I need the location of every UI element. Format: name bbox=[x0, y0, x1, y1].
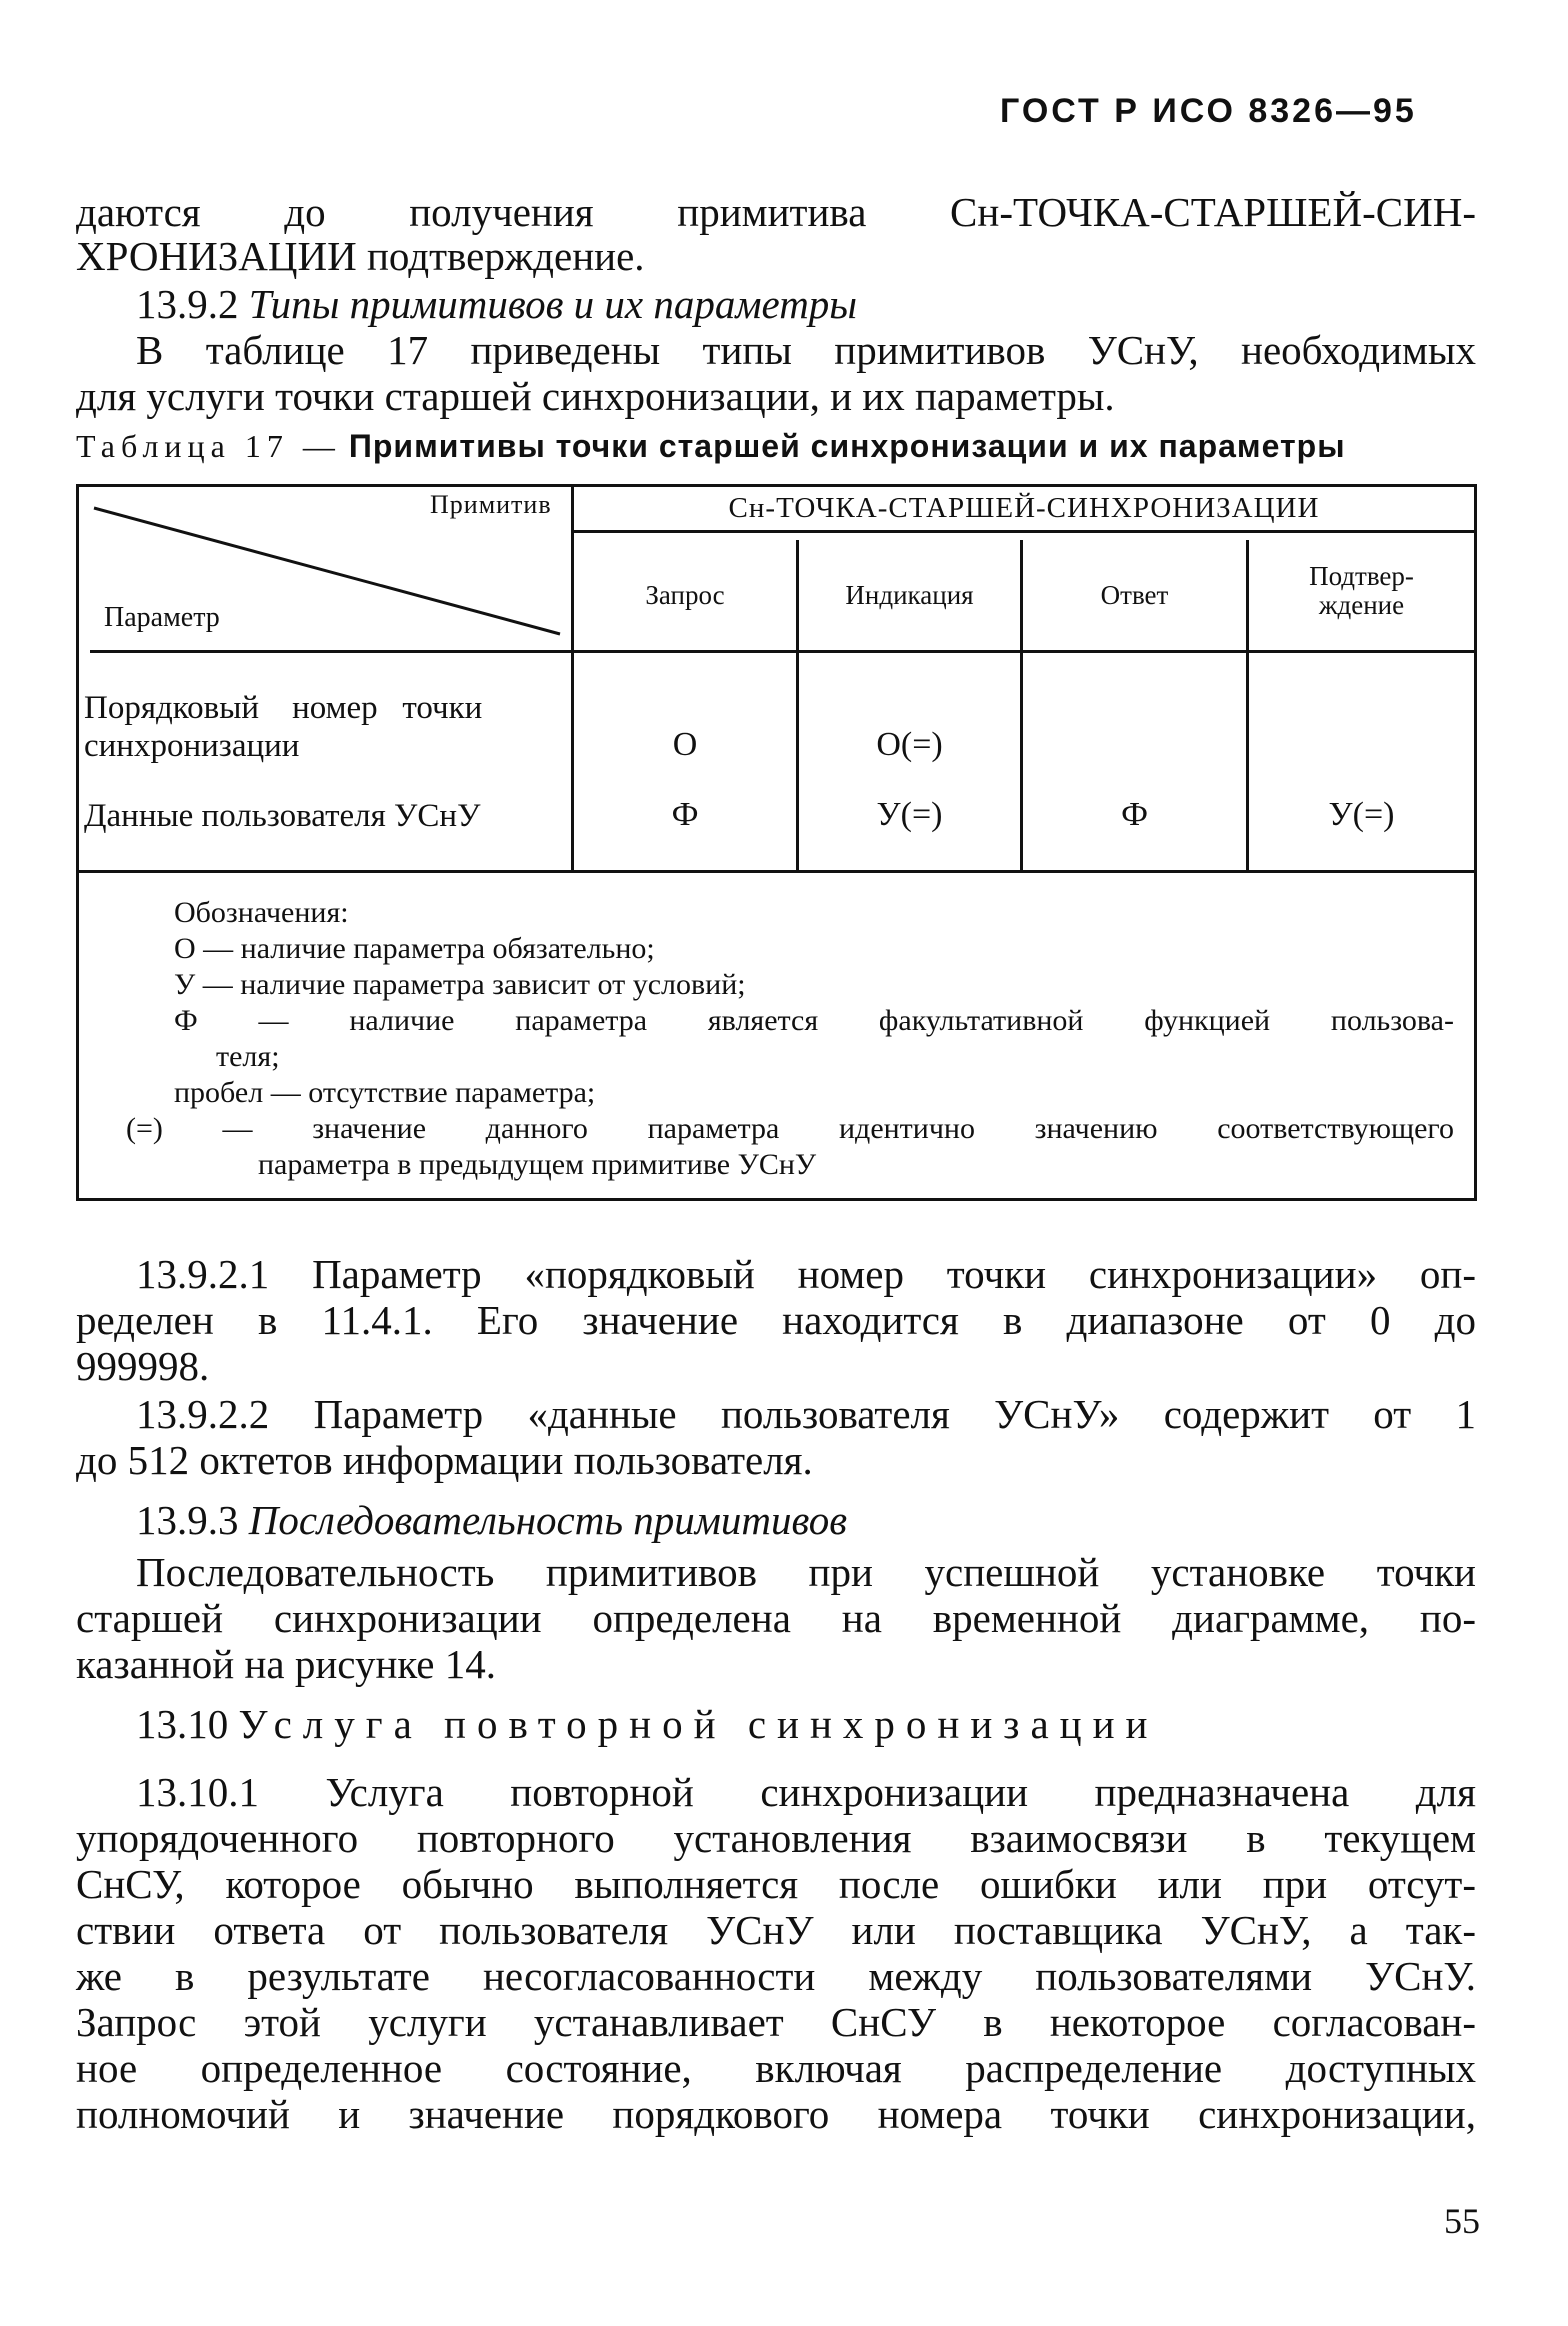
table-bottom-border bbox=[78, 1198, 1476, 1201]
body-bottom-rule bbox=[78, 870, 1476, 873]
legend-line-u: У — наличие параметра зависит от условий; bbox=[174, 968, 746, 1001]
table-caption-title: Примитивы точки старшей синхронизации и их параметры bbox=[348, 428, 1346, 464]
section-13-9-3-line-1: Последовательность примитивов при успешной установке точки bbox=[136, 1549, 1476, 1595]
intro-line-1: даются до получения примитива Сн-ТОЧКА-СТАРШЕЙ-СИН- bbox=[76, 189, 1476, 235]
section-13-9-3-line-2: старшей синхронизации определена на временной диаграмме, по- bbox=[76, 1595, 1476, 1641]
group-header: Сн-ТОЧКА-СТАРШЕЙ-СИНХРОНИЗАЦИИ bbox=[728, 492, 1320, 524]
cell-seqnum-indication: О(=) bbox=[876, 726, 943, 763]
col-header-response: Ответ bbox=[1100, 580, 1169, 610]
section-title: Последовательность примитивов bbox=[248, 1497, 848, 1543]
col-header-confirm: Подтвер- ждение bbox=[1309, 561, 1414, 620]
intro-line-2: ХРОНИЗАЦИИ подтверждение. bbox=[76, 233, 645, 279]
legend-line-eq: (=) — значение данного параметра идентично значению соответствующего bbox=[126, 1112, 1454, 1145]
row-label-seqnum-line2: синхронизации bbox=[84, 728, 300, 764]
para-13-9-2-1-line-1: 13.9.2.1 Параметр «порядковый номер точки синхронизации» оп- bbox=[136, 1251, 1476, 1297]
legend-line-eq-cont: параметра в предыдущем примитиве УСнУ bbox=[258, 1148, 817, 1181]
table-caption-prefix: Таблица 17 — bbox=[76, 428, 341, 464]
legend-line-f: Ф — наличие параметра является факультативной функцией пользова- bbox=[174, 1004, 1454, 1037]
section-title: Типы примитивов и их параметры bbox=[248, 281, 858, 327]
legend-title: Обозначения: bbox=[174, 896, 349, 929]
section-number: 13.9.2 bbox=[136, 281, 239, 327]
section-13-9-2-line-2: для услуги точки старшей синхронизации, и их параметры. bbox=[76, 373, 1115, 419]
cell-userdata-response: Ф bbox=[1121, 796, 1148, 833]
section-13-9-3-line-3: казанной на рисунке 14. bbox=[76, 1641, 496, 1687]
cell-seqnum-request: О bbox=[672, 726, 698, 763]
para-13-10-1-line-1: 13.10.1 Услуга повторной синхронизации предназначена для bbox=[136, 1769, 1476, 1815]
section-title: Услуга повторной синхронизации bbox=[238, 1701, 1159, 1747]
corner-label-primitive: Примитив bbox=[430, 490, 552, 519]
table-caption bbox=[76, 428, 1346, 465]
corner-label-parameter: Параметр bbox=[104, 602, 220, 633]
table-right-border bbox=[1474, 484, 1477, 1201]
para-13-10-1-line-3: СнСУ, которое обычно выполняется после ошибки или при отсут- bbox=[76, 1861, 1476, 1907]
page-header: ГОСТ Р ИСО 8326—95 bbox=[1000, 92, 1417, 130]
header-bottom-rule bbox=[90, 650, 1476, 653]
table-top-border bbox=[78, 484, 1476, 487]
para-13-10-1-line-7: ное определенное состояние, включая распределение доступных bbox=[76, 2045, 1476, 2091]
para-13-10-1-line-4: ствии ответа от пользователя УСнУ или поставщика УСнУ, а так- bbox=[76, 1907, 1476, 1953]
group-header-rule bbox=[572, 530, 1476, 533]
legend-line-o: О — наличие параметра обязательно; bbox=[174, 932, 655, 965]
col-header-indication: Индикация bbox=[845, 580, 974, 610]
para-13-10-1-line-8: полномочий и значение порядкового номера точки синхронизации, bbox=[76, 2091, 1476, 2137]
section-number: 13.10 bbox=[136, 1701, 229, 1747]
section-13-9-3-heading bbox=[136, 1496, 847, 1544]
section-13-10-heading bbox=[136, 1700, 1159, 1748]
row-label-userdata: Данные пользователя УСнУ bbox=[84, 798, 481, 834]
para-13-9-2-2-line-1: 13.9.2.2 Параметр «данные пользователя УСнУ» содержит от 1 bbox=[136, 1391, 1476, 1437]
col-header-request: Запрос bbox=[645, 580, 725, 610]
legend-line-blank: пробел — отсутствие параметра; bbox=[174, 1076, 596, 1109]
table-left-border bbox=[76, 484, 79, 1201]
para-13-10-1-line-2: упорядоченного повторного установления взаимосвязи в текущем bbox=[76, 1815, 1476, 1861]
row-label-seqnum-line1: Порядковый номер точки bbox=[84, 690, 483, 726]
section-13-9-2-heading bbox=[136, 280, 857, 328]
cell-userdata-request: Ф bbox=[671, 796, 699, 833]
para-13-10-1-line-5: же в результате несогласованности между пользователями УСнУ. bbox=[76, 1953, 1476, 1999]
cell-userdata-confirm: У(=) bbox=[1328, 796, 1395, 833]
legend-line-f-cont: теля; bbox=[216, 1040, 280, 1073]
para-13-9-2-2-line-2: до 512 октетов информации пользователя. bbox=[76, 1437, 813, 1483]
section-number: 13.9.3 bbox=[136, 1497, 239, 1543]
cell-userdata-indication: У(=) bbox=[876, 796, 943, 833]
page-number: 55 bbox=[1444, 2201, 1480, 2241]
para-13-9-2-1-line-2: ределен в 11.4.1. Его значение находится в диапазоне от 0 до bbox=[76, 1297, 1476, 1343]
para-13-9-2-1-line-3: 999998. bbox=[76, 1343, 210, 1389]
para-13-10-1-line-6: Запрос этой услуги устанавливает СнСУ в некоторое согласован- bbox=[76, 1999, 1476, 2045]
section-13-9-2-line-1: В таблице 17 приведены типы примитивов УСнУ, необходимых bbox=[136, 327, 1476, 373]
